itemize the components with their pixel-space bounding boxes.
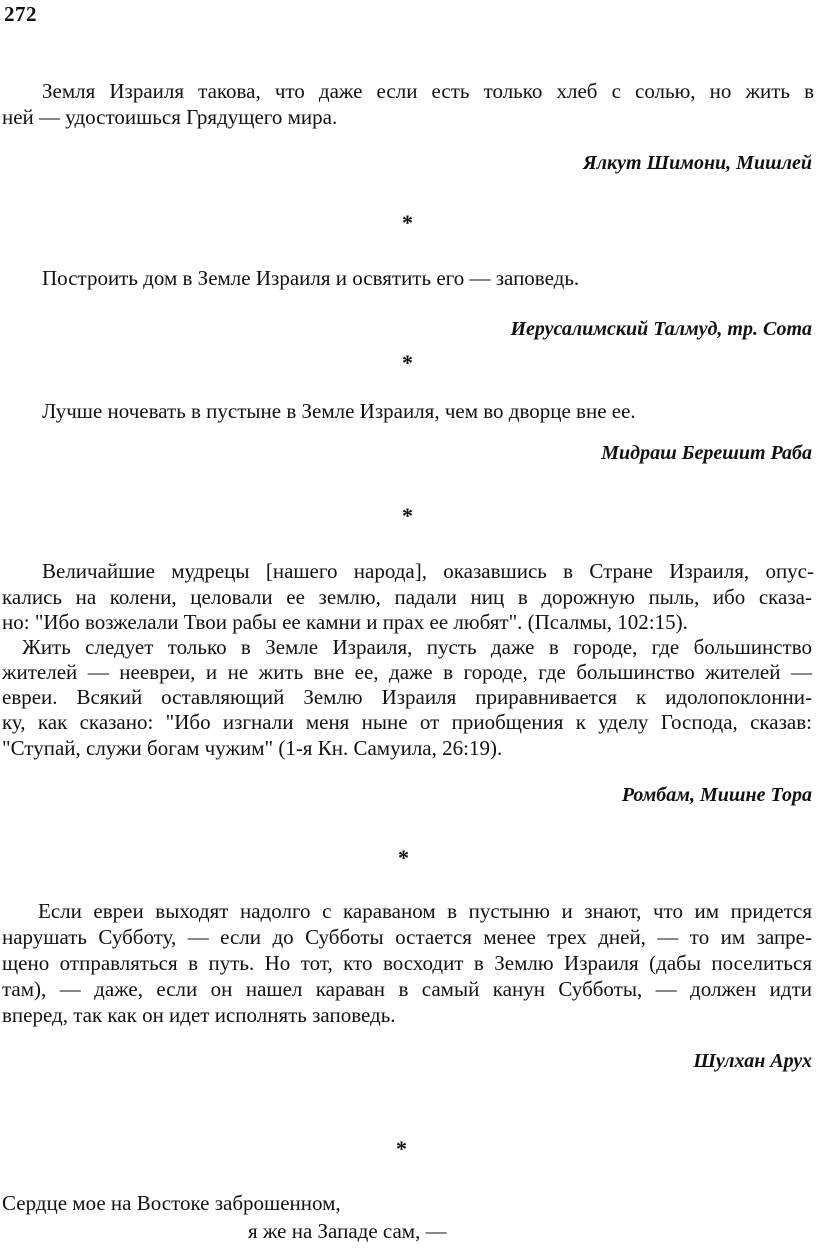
quote-5-line-2: нарушать Субботу, — если до Субботы остается менее трех дней, — то им запре-	[2, 925, 812, 949]
quote-4-line-4: Жить следует только в Земле Израиля, пусть даже в городе, где большинство	[22, 635, 812, 659]
separator-star: *	[398, 845, 409, 870]
quote-4-line-8: "Ступай, служи богам чужим" (1-я Кн. Самуила, 26:19).	[2, 736, 503, 760]
quote-5-line-5: вперед, так как он идет исполнять заповедь.	[2, 1003, 396, 1027]
quote-3-line-1: Лучше ночевать в пустыне в Земле Израиля, чем во дворце вне ее.	[42, 399, 636, 423]
quote-4-line-5: жителей — неевреи, и не жить вне ее, даже в городе, где большинство жителей —	[2, 660, 812, 684]
quote-2-source: Иерусалимский Талмуд, тр. Сота	[510, 318, 812, 340]
quote-5-line-3: щено отправляться в путь. Но тот, кто восходит в Землю Израиля (дабы поселиться	[2, 951, 812, 975]
quote-4-source: Ромбам, Мишне Тора	[621, 784, 812, 806]
quote-1-line-2: ней — удостоишься Грядущего мира.	[2, 105, 338, 129]
separator-star: *	[402, 350, 413, 375]
quote-1-source: Ялкут Шимони, Мишлей	[582, 152, 812, 174]
separator-star: *	[396, 1136, 407, 1161]
quote-4-line-7: ку, как сказано: "Ибо изгнали меня ныне от приобщения к уделу Господа, сказав:	[2, 710, 812, 734]
quote-4-line-6: евреи. Всякий оставляющий Землю Израиля приравнивается к идолопоклонни-	[2, 685, 812, 709]
quote-5-line-4: там), — даже, если он нашел караван в самый канун Субботы, — должен идти	[2, 977, 812, 1001]
quote-5-source: Шулхан Арух	[693, 1050, 812, 1072]
poem-line-1: Сердце мое на Востоке заброшенном,	[2, 1191, 341, 1215]
quote-4-line-2: кались на колени, целовали ее землю, падали ниц в дорожную пыль, ибо сказа-	[2, 585, 812, 609]
page-number: 272	[4, 2, 37, 26]
separator-star: *	[402, 210, 413, 235]
quote-4-line-3: но: "Ибо возжелали Твои рабы ее камни и прах ее любят". (Псалмы, 102:15).	[2, 610, 688, 634]
quote-1-line-1: Земля Израиля такова, что даже если есть только хлеб с солью, но жить в	[42, 79, 814, 103]
separator-star: *	[402, 503, 413, 528]
poem-line-2: я же на Западе сам, —	[248, 1219, 447, 1243]
quote-3-source: Мидраш Берешит Раба	[601, 442, 812, 464]
quote-4-line-1: Величайшие мудрецы [нашего народа], оказавшись в Стране Израиля, опус-	[42, 559, 814, 583]
quote-5-line-1: Если евреи выходят надолго с караваном в пустыню и знают, что им придется	[38, 899, 812, 923]
quote-2-line-1: Построить дом в Земле Израиля и освятить его — заповедь.	[42, 266, 580, 290]
